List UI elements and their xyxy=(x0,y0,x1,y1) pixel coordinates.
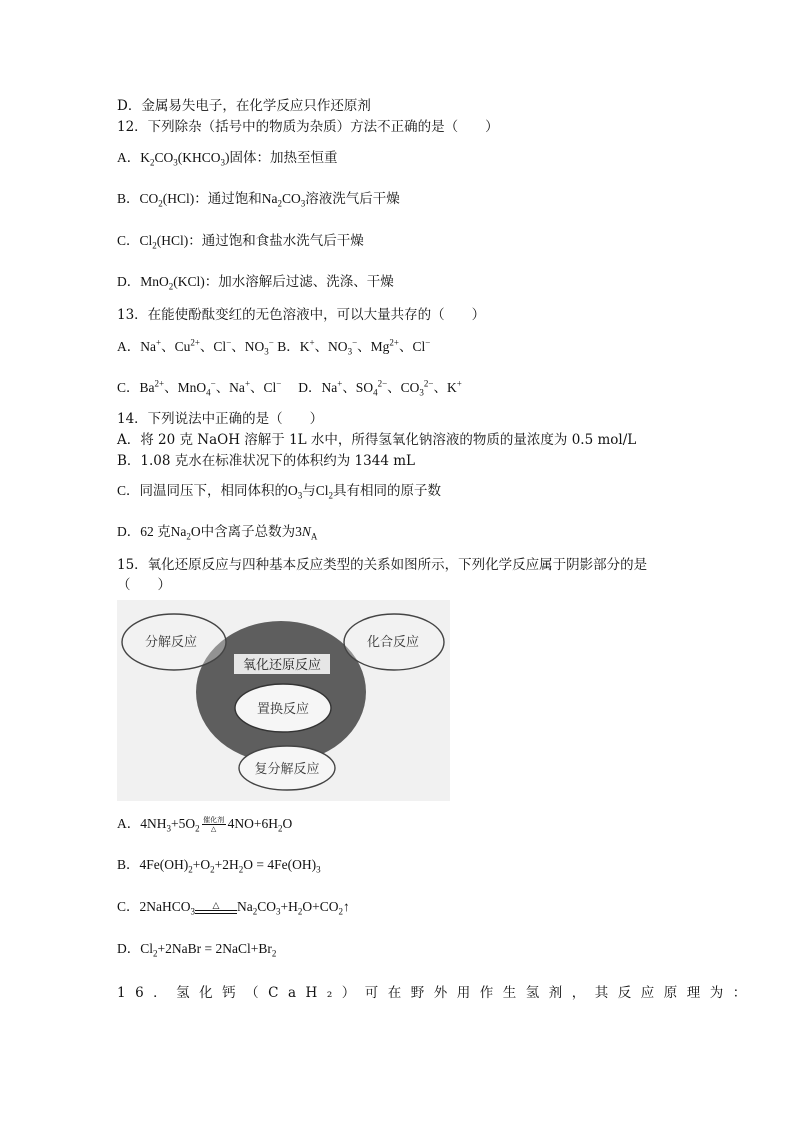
q16-stem: 16．氢化钙（CaH₂）可在野外用作生氢剂，其反应原理为： xyxy=(117,985,756,1001)
q12-option-a: A．$K_2CO_3(KHCO_3)$固体：加热至恒重 xyxy=(117,150,338,168)
label-combination: 化合反应 xyxy=(366,635,420,650)
q14-stem: 14．下列说法中正确的是（ ） xyxy=(117,411,324,427)
q12-option-c: C．$Cl_2(HCl)$：通过饱和食盐水洗气后干燥 xyxy=(117,233,364,251)
q14-option-a: A．将 20 克 NaOH 溶解于 1L 水中，所得氢氧化钠溶液的物质的量浓度为 0.5 mol/L xyxy=(117,432,637,448)
q12-option-d: D．MnO$_2$(KCl)：加水溶解后过滤、洗涤、干燥 xyxy=(117,274,394,292)
q12-stem: 12．下列除杂（括号中的物质为杂质）方法不正确的是（ ） xyxy=(117,119,499,135)
q14-option-b: B．1.08 克水在标准状况下的体积约为 1344 mL xyxy=(117,453,415,469)
venn-svg xyxy=(117,600,450,801)
q15-option-c: C．2NaHCO$_3$ △ $Na_2CO_3+H_2O+CO_2↑$ xyxy=(117,899,350,917)
q12-option-b: B．$CO_2(HCl)$：通过饱和$Na_2CO_3$溶液洗气后干燥 xyxy=(117,191,400,209)
q13-stem: 13．在能使酚酞变红的无色溶液中，可以大量共存的（ ） xyxy=(117,307,486,323)
q15-option-a: A．$4NH_3+5O_2$ 催化剂 △ $4NO+6H_2O$ xyxy=(117,816,293,834)
q15-paren: （ ） xyxy=(117,577,171,593)
q15-option-b: B．$4Fe(OH)_2+O_2+2H_2O = 4Fe(OH)_3$ xyxy=(117,857,321,875)
label-redox: 氧化还原反应 xyxy=(242,658,322,673)
catalyst-condition: 催化剂 △ xyxy=(203,816,225,834)
q15-option-d: D．$Cl_2+2NaBr$ = $2NaCl+Br_2$ xyxy=(117,941,277,959)
heat-condition: △ xyxy=(195,901,237,914)
reaction-type-venn-diagram xyxy=(117,600,450,801)
label-displacement: 置换反应 xyxy=(256,702,310,717)
q14-option-c: C．同温同压下，相同体积的$O_3$与$Cl_2$具有相同的原子数 xyxy=(117,483,442,501)
q13-options-ab: A．Na+、$Cu^{2+}$、Cl−、$NO_3^-$ B．K+、$NO_3^-$、$Mg^{2+}$、Cl− xyxy=(117,337,431,357)
label-double-displacement: 复分解反应 xyxy=(254,762,320,777)
label-decomposition: 分解反应 xyxy=(144,635,198,650)
q11-option-d: D．金属易失电子，在化学反应只作还原剂 xyxy=(117,98,371,114)
q13-options-cd: C．$Ba^{2+}$、MnO$_4$−、Na+、Cl− D．Na+、$SO_4^{2-}$、$CO_3^{2-}$、K+ xyxy=(117,378,462,398)
q14-option-d: D．62 克$Na_2O$中含离子总数为$3N_A$ xyxy=(117,524,318,542)
q15-stem: 15．氧化还原反应与四种基本反应类型的关系如图所示，下列化学反应属于阴影部分的是 xyxy=(117,557,648,573)
